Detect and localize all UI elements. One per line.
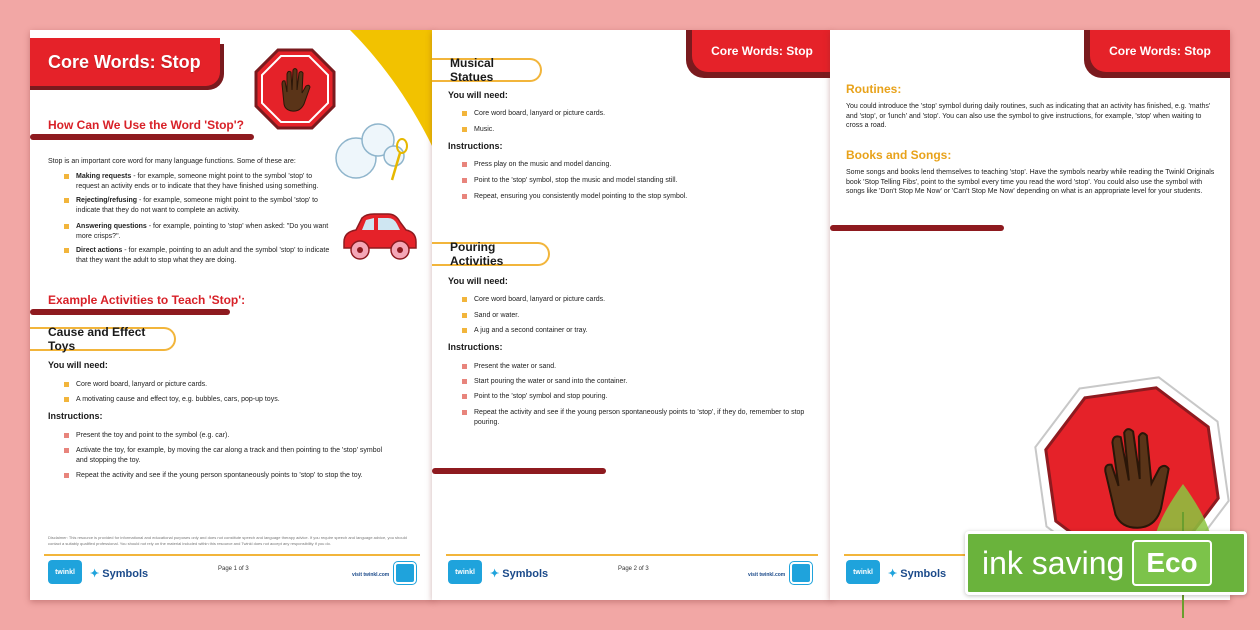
instruction-item: Present the water or sand. bbox=[462, 362, 802, 372]
footer-rule bbox=[446, 554, 818, 556]
visit-link[interactable]: visit twinkl.com bbox=[352, 572, 390, 578]
routines-text: You could introduce the 'stop' symbol during daily routines, such as indicating that an activity has finished, e.g. 'maths' and 'stop', or 'lunch' and 'stop'. You can also use the symbol to give instructions, for example, 'stop' when waiting to cross a road. bbox=[846, 103, 1211, 129]
ink-saving-eco-banner bbox=[965, 531, 1247, 595]
page-number: Page 1 of 3 bbox=[218, 566, 249, 572]
symbols-star-icon: ✦ bbox=[490, 568, 500, 580]
quality-badge-icon bbox=[790, 562, 812, 584]
twinkl-logo: twinkl bbox=[846, 560, 880, 584]
instruction-item: Point to the 'stop' symbol, stop the music and model standing still. bbox=[462, 176, 802, 186]
disclaimer-text: Disclaimer: This resource is provided for informational and educational purposes only and does not constitute speech and language therapy advice. If you require speech and language advice, you should contact a suitably qualified professional. You should not rely on the material included within this resource and Twinkl does not accept any responsibility if you do. bbox=[48, 535, 407, 546]
ink-saving-label: ink saving bbox=[982, 545, 1125, 581]
function-item: Direct actions - for example, pointing to an adult and the symbol 'stop' to indicate that they want the adult to stop what they are doing. bbox=[64, 246, 334, 265]
section-heading-activities: Example Activities to Teach 'Stop': bbox=[48, 293, 246, 307]
symbols-star-icon: ✦ bbox=[90, 568, 100, 580]
function-item: Rejecting/refusing - for example, someone might point to the symbol 'stop' to indicate that they do not want to complete an activity. bbox=[64, 196, 334, 215]
routines-heading: Routines: bbox=[846, 82, 902, 96]
toy-car-icon bbox=[340, 210, 418, 262]
worksheet-page-2 bbox=[432, 30, 832, 600]
section-rule bbox=[30, 134, 254, 140]
page-number: Page 2 of 3 bbox=[618, 566, 649, 572]
books-text: Some songs and books lend themselves to teaching 'stop'. Have the symbols nearby while reading the Twinkl Originals book 'Stop Telling Fibs', point to the symbol every time you read the word 'stop'. You could also use the symbol with songs like 'Don't Stop Me Now' or 'Can't Stop Me Now' depending on what is an appropriate level for your students. bbox=[846, 169, 1215, 195]
twinkl-logo: twinkl bbox=[48, 560, 82, 584]
instructions-label: Instructions: bbox=[48, 411, 103, 421]
page-title: Core Words: Stop bbox=[30, 38, 220, 86]
instructions-label: Instructions: bbox=[448, 141, 503, 151]
activity-title-pill: Pouring Activities bbox=[432, 242, 550, 266]
instruction-item: Repeat the activity and see if the young person spontaneously points to 'stop' to stop the toy. bbox=[64, 471, 384, 481]
twinkl-logo: twinkl bbox=[448, 560, 482, 584]
instruction-item: Start pouring the water or sand into the container. bbox=[462, 377, 802, 387]
instruction-item: Press play on the music and model dancing. bbox=[462, 160, 802, 170]
instruction-item: Repeat, ensuring you consistently model pointing to the stop symbol. bbox=[462, 192, 802, 202]
instructions-label: Instructions: bbox=[448, 342, 503, 352]
need-item: Music. bbox=[462, 125, 802, 135]
instruction-item: Present the toy and point to the symbol (e.g. car). bbox=[64, 431, 384, 441]
worksheet-page-1 bbox=[30, 30, 434, 600]
section-rule bbox=[30, 309, 230, 315]
instruction-item: Repeat the activity and see if the young person spontaneously points to 'stop', if they do, remember to stop pouring. bbox=[462, 408, 812, 427]
symbols-logo: ✦ Symbols bbox=[90, 568, 149, 580]
quality-badge-icon bbox=[394, 562, 416, 584]
stop-hand-icon bbox=[254, 48, 336, 130]
section-heading-how: How Can We Use the Word 'Stop'? bbox=[48, 118, 244, 132]
intro-text: Stop is an important core word for many language functions. Some of these are: bbox=[48, 158, 296, 165]
need-label: You will need: bbox=[448, 90, 508, 100]
function-item: Making requests - for example, someone might point to the symbol 'stop' to request an activity ends or to indicate that they have finished using something. bbox=[64, 172, 334, 191]
bubbles-icon bbox=[330, 118, 420, 190]
need-item: Core word board, lanyard or picture cards. bbox=[462, 109, 802, 119]
need-item: Core word board, lanyard or picture cards. bbox=[462, 295, 802, 305]
eco-badge bbox=[1132, 540, 1212, 586]
books-heading: Books and Songs: bbox=[846, 148, 952, 162]
symbols-star-icon: ✦ bbox=[888, 568, 898, 580]
need-item: A jug and a second container or tray. bbox=[462, 326, 802, 336]
instruction-item: Point to the 'stop' symbol and stop pouring. bbox=[462, 392, 802, 402]
page-tab-title: Core Words: Stop bbox=[692, 30, 832, 72]
section-rule bbox=[830, 225, 1004, 231]
need-item: Core word board, lanyard or picture cards. bbox=[64, 380, 384, 390]
footer-rule bbox=[44, 554, 420, 556]
eco-label: Eco bbox=[1146, 547, 1198, 578]
instruction-item: Activate the toy, for example, by moving the car along a track and then pointing to the 'stop' symbol and stopping the toy. bbox=[64, 446, 384, 465]
symbols-logo: ✦ Symbols bbox=[888, 568, 947, 580]
need-label: You will need: bbox=[448, 276, 508, 286]
visit-link[interactable]: visit twinkl.com bbox=[748, 572, 786, 578]
symbols-logo: ✦ Symbols bbox=[490, 568, 549, 580]
activity-title-pill: Musical Statues bbox=[432, 58, 542, 82]
page-tab-title: Core Words: Stop bbox=[1090, 30, 1230, 72]
need-item: A motivating cause and effect toy, e.g. bubbles, cars, pop-up toys. bbox=[64, 395, 384, 405]
need-item: Sand or water. bbox=[462, 311, 802, 321]
activity-title-pill: Cause and Effect Toys bbox=[30, 327, 176, 351]
need-label: You will need: bbox=[48, 360, 108, 370]
function-item: Answering questions - for example, pointing to 'stop' when asked: "Do you want more crisps?". bbox=[64, 222, 334, 241]
section-rule bbox=[432, 468, 606, 474]
